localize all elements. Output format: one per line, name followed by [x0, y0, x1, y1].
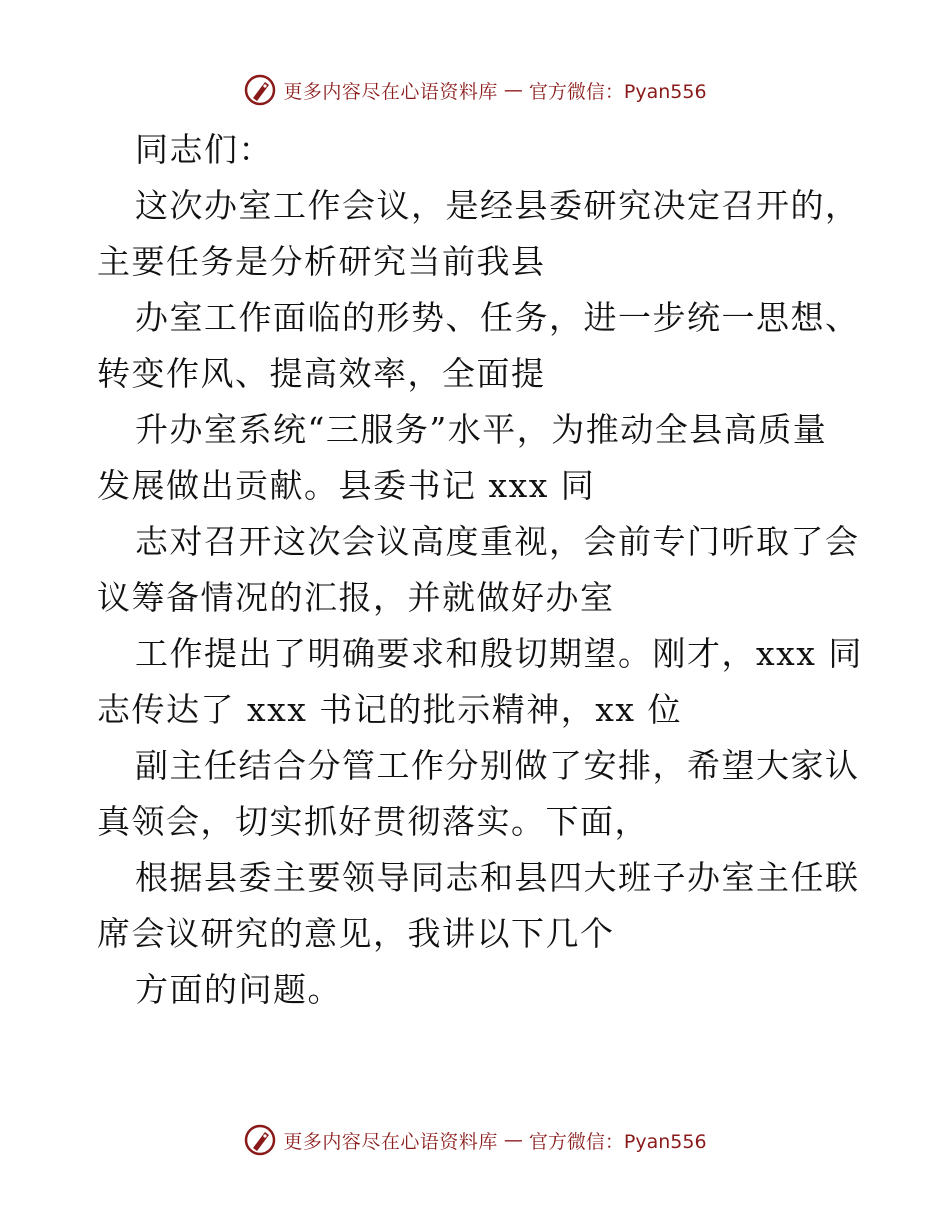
text-line: 转变作风、提高效率，全面提 — [97, 354, 546, 393]
text-line: 办室工作面临的形势、任务，进一步统一思想、 — [135, 298, 860, 337]
banner-wechat: 官方微信：Pyan556 — [528, 80, 707, 103]
banner-separator: — — [503, 79, 523, 101]
text-line: 席会议研究的意见，我讲以下几个 — [97, 914, 615, 953]
banner-wechat: 官方微信：Pyan556 — [528, 1130, 707, 1153]
header-banner — [0, 70, 950, 110]
pen-nib-logo-icon — [243, 73, 277, 107]
text-line: 这次办室工作会议，是经县委研究决定召开的， — [135, 186, 860, 225]
text-line: 升办室系统“三服务”水平，为推动全县高质量 — [135, 410, 828, 449]
banner-separator: — — [503, 1129, 523, 1151]
text-line: 工作提出了明确要求和殷切期望。刚才，xxx 同 — [135, 634, 863, 673]
text-line: 真领会，切实抓好贯彻落实。下面， — [97, 802, 649, 841]
text-line: 主要任务是分析研究当前我县 — [97, 242, 546, 281]
footer-banner — [0, 1120, 950, 1160]
document-body — [97, 122, 863, 1018]
text-line: 志对召开这次会议高度重视，会前专门听取了会 — [135, 522, 860, 561]
text-line: 根据县委主要领导同志和县四大班子办室主任联 — [135, 858, 860, 897]
text-line: 方面的问题。 — [135, 970, 342, 1009]
banner-text: 更多内容尽在心语资料库 — [283, 80, 498, 103]
text-line: 副主任结合分管工作分别做了安排，希望大家认 — [135, 746, 860, 785]
pen-nib-logo-icon — [243, 1123, 277, 1157]
text-line: 同志们： — [135, 130, 273, 169]
text-line: 议筹备情况的汇报，并就做好办室 — [97, 578, 615, 617]
banner-text: 更多内容尽在心语资料库 — [283, 1130, 498, 1153]
text-line: 志传达了 xxx 书记的批示精神，xx 位 — [97, 690, 683, 729]
text-line: 发展做出贡献。县委书记 xxx 同 — [97, 466, 596, 505]
